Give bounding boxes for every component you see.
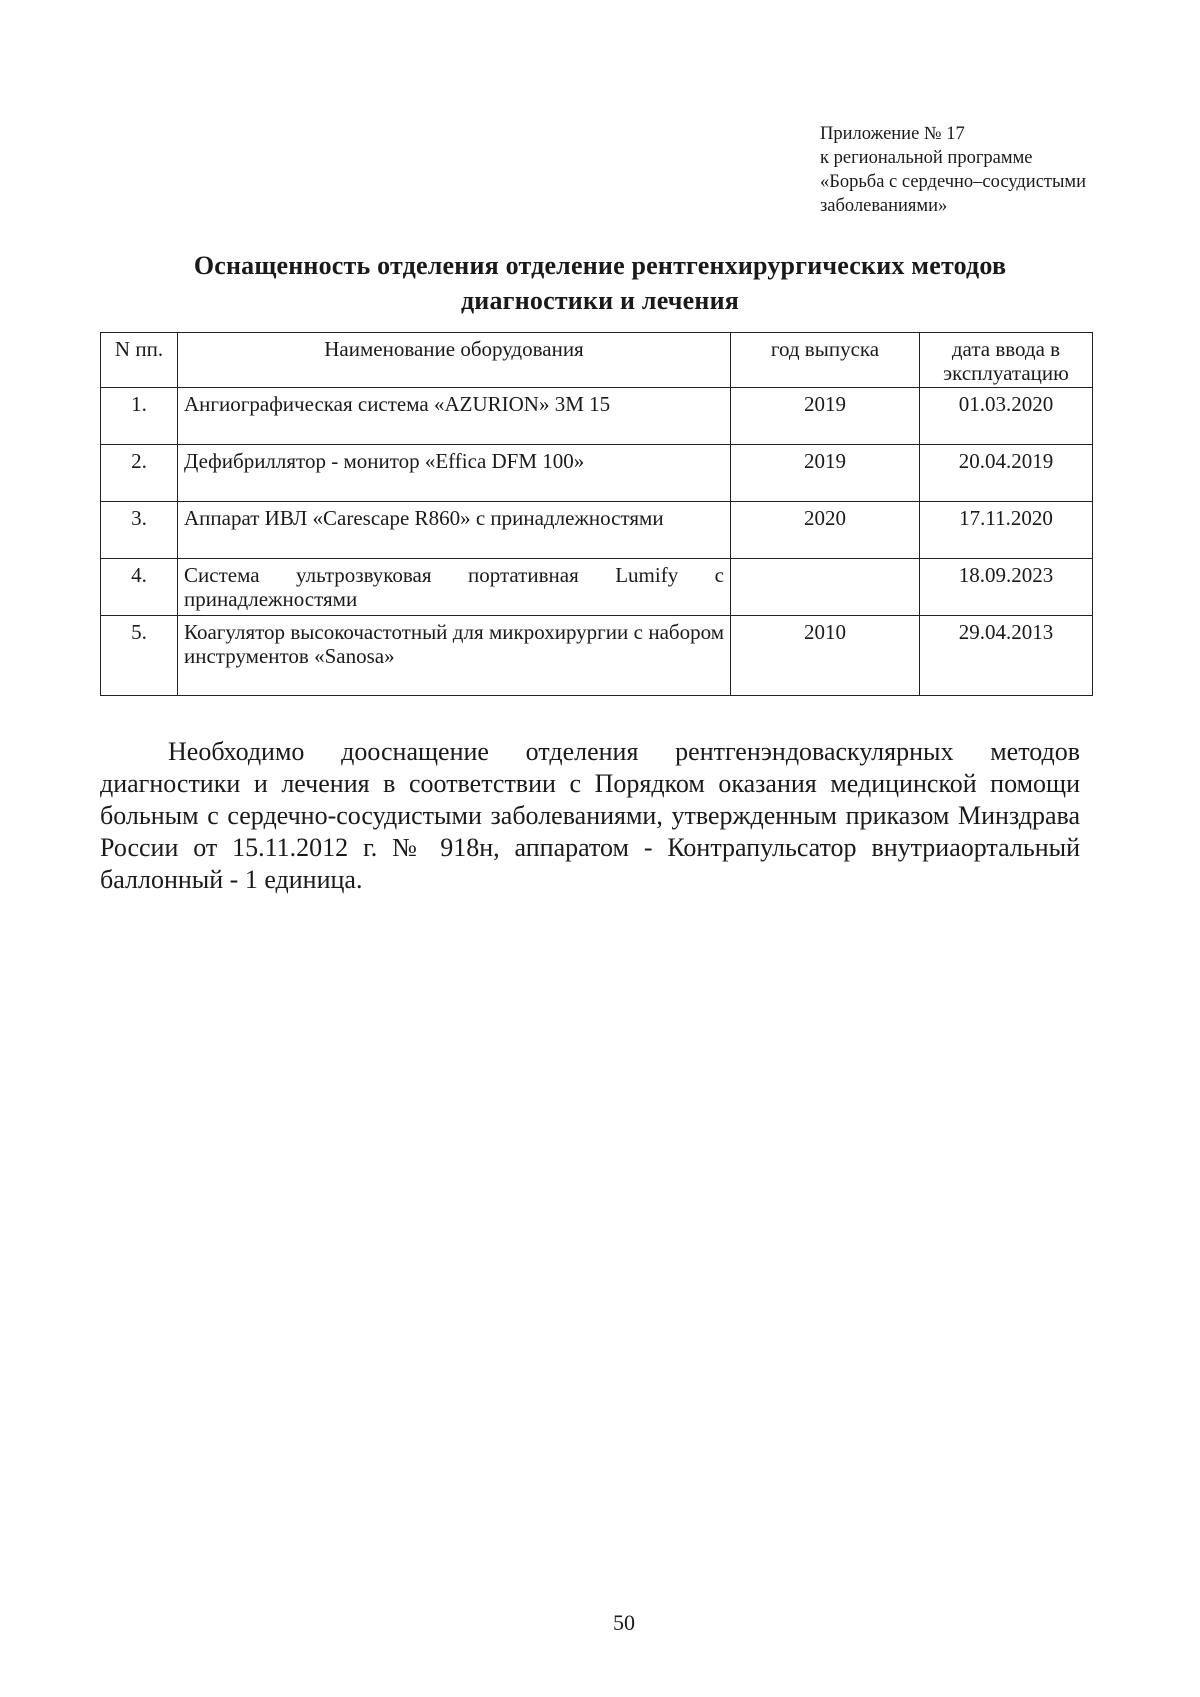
row-commission-date: 18.09.2023 xyxy=(920,559,1093,616)
row-equipment-name: Дефибриллятор - монитор «Efficа DFM 100» xyxy=(178,445,731,502)
appendix-line: заболеваниями» xyxy=(820,196,948,216)
table-row xyxy=(101,502,1093,559)
row-commission-date: 20.04.2019 xyxy=(920,445,1093,502)
row-number: 3. xyxy=(101,502,178,559)
row-year: 2020 xyxy=(731,502,920,559)
row-number: 1. xyxy=(101,388,178,445)
title-line: диагностики и лечения xyxy=(460,286,740,315)
document-title xyxy=(100,248,1100,318)
row-year xyxy=(731,559,920,616)
row-number: 2. xyxy=(101,445,178,502)
row-equipment-name: Система ультрозвуковая портативная Lumify с принадлежностями xyxy=(178,559,731,616)
header-equipment-name: Наименование оборудования xyxy=(178,333,731,388)
table-row xyxy=(101,616,1093,696)
page-number: 50 xyxy=(613,1610,635,1635)
appendix-line: к региональной программе xyxy=(820,148,1033,168)
row-equipment-name: Ангиографическая система «AZURION» 3М 15 xyxy=(178,388,731,445)
title-line: Оснащенность отделения отделение рентгенхирургических методов xyxy=(193,251,1007,280)
body-paragraph: Необходимо дооснащение отделения рентгенэндоваскулярных методов диагностики и лечения в соответствии с Порядком оказания медицинской помощи больным с сердечно-сосудистыми заболеваниями, утвержденным приказом Минздрава России от 15.11.2012 г. № 918н, аппаратом - Контрапульсатор внутриаортальный баллонный - 1 единица. xyxy=(100,737,1080,894)
appendix-line: «Борьба с сердечно–сосудистыми xyxy=(820,172,1087,192)
appendix-line: Приложение № 17 xyxy=(820,124,965,144)
row-commission-date: 17.11.2020 xyxy=(920,502,1093,559)
row-number: 4. xyxy=(101,559,178,616)
row-commission-date: 29.04.2013 xyxy=(920,616,1093,696)
header-year: год выпуска xyxy=(731,333,920,388)
header-commission-date: дата ввода в эксплуатацию xyxy=(920,333,1093,388)
table-row xyxy=(101,559,1093,616)
row-year: 2019 xyxy=(731,445,920,502)
row-equipment-name: Аппарат ИВЛ «Carescape R860» с принадлежностями xyxy=(178,502,731,559)
row-year: 2010 xyxy=(731,616,920,696)
header-number: N пп. xyxy=(101,333,178,388)
row-year: 2019 xyxy=(731,388,920,445)
row-commission-date: 01.03.2020 xyxy=(920,388,1093,445)
table-header-row xyxy=(101,333,1093,388)
table-row xyxy=(101,445,1093,502)
row-number: 5. xyxy=(101,616,178,696)
table-row xyxy=(101,388,1093,445)
row-equipment-name: Коагулятор высокочастотный для микрохирургии с набором инструментов «Sanosa» xyxy=(178,616,731,696)
equipment-table xyxy=(100,332,1093,696)
appendix-reference xyxy=(820,122,1150,218)
